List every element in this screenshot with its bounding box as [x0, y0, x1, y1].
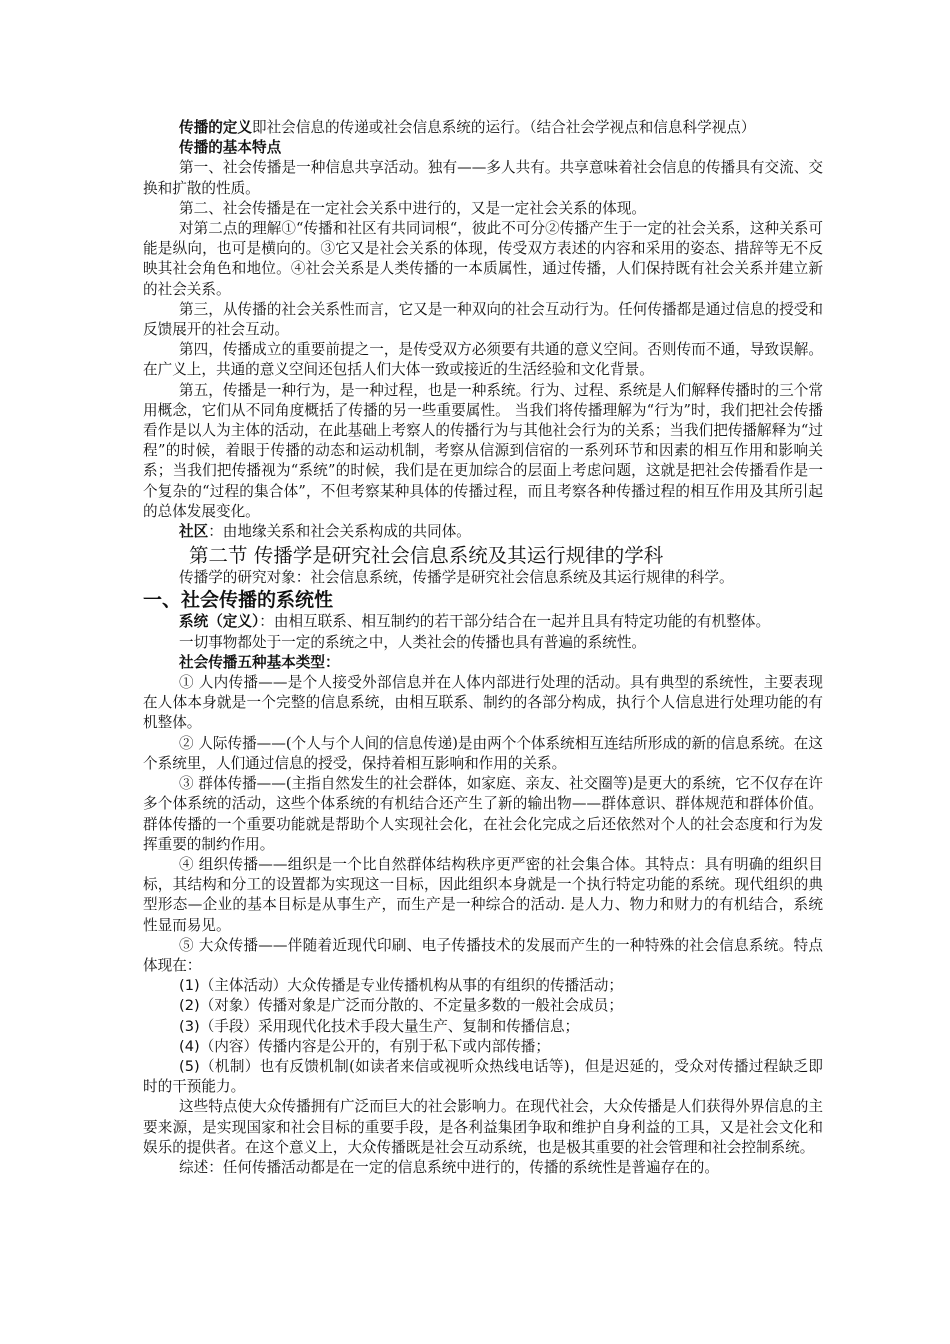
list-item: (3)（手段）采用现代化技术手段大量生产、复制和传播信息；	[179, 1017, 580, 1035]
paragraph-feature-5: 第五，传播是一种行为，是一种过程，也是一种系统。行为、过程、系统是人们解释传播时的三个常用概念，它们从不同角度概括了传播的另一些重要属性。 当我们将传播理解为“行为”时，我们把社会传播看作是以人为主体的活动，在此基础上考察人的传播行为与其他社会行为的关系；当我们把传播解释为“过程”的时候，着眼于传播的动态和运动机制，考察从信源到信宿的一系列环节和因素的相互作用和影响关系；当我们把传播视为“系统”的时候，我们是在更加综合的层面上考虑问题，这就是把社会传播看作是一个复杂的“过程的集合体”，不但考察某种具体的传播过程，而且考察各种传播过程的相互作用及其所引起的总体发展变化。	[143, 381, 823, 520]
paragraph-research-object: 传播学的研究对象：社会信息系统，传播学是研究社会信息系统及其运行规律的科学。	[179, 569, 734, 587]
subheading-five-types: 社会传播五种基本类型：	[179, 653, 340, 671]
section-title: 第二节 传播学是研究社会信息系统及其运行规律的学科	[189, 544, 664, 568]
list-item: (1)（主体活动）大众传播是专业传播机构从事的有组织的传播活动；	[179, 977, 623, 995]
document-body	[143, 118, 823, 1178]
paragraph-summary: 综述：任何传播活动都是在一定的信息系统中进行的，传播的系统性是普遍存在的。	[179, 1158, 719, 1176]
paragraph-mass: ⑤ 大众传播——伴随着近现代印刷、电子传播技术的发展而产生的一种特殊的社会信息系统。特点体现在：	[143, 936, 823, 974]
paragraph-community: 社区：由地缘关系和社会关系构成的共同体。	[179, 523, 471, 541]
list-item: (5)（机制）也有反馈机制(如读者来信或视听众热线电话等)，但是迟延的，受众对传播过程缺乏即时的干预能力。	[143, 1057, 823, 1096]
paragraph-intrapersonal: ① 人内传播——是个人接受外部信息并在人体内部进行处理的活动。具有典型的系统性，主要表现在人体本身就是一个完整的信息系统，由相互联系、制约的各部分构成，执行个人信息进行处理功能的有机整体。	[143, 674, 823, 732]
list-item: (2)（对象）传播对象是广泛而分散的、不定量多数的一般社会成员；	[179, 997, 623, 1015]
paragraph-feature-3: 第三，从传播的社会关系性而言，它又是一种双向的社会互动行为。任何传播都是通过信息的授受和反馈展开的社会互动。	[143, 300, 823, 339]
paragraph-influence: 这些特点使大众传播拥有广泛而巨大的社会影响力。在现代社会，大众传播是人们获得外界信息的主要来源，是实现国家和社会目标的重要手段，是各利益集团争取和维护自身利益的工具，又是社会文化和娱乐的提供者。在这个意义上，大众传播既是社会互动系统，也是极其重要的社会管理和社会控制系统。	[143, 1098, 823, 1156]
term-definition: 传播的定义	[179, 119, 252, 136]
paragraph-feature-4: 第四，传播成立的重要前提之一，是传受双方必须要有共通的意义空间。否则传而不通，导致误解。在广义上，共通的意义空间还包括人们大体一致或接近的生活经验和文化背景。	[143, 341, 823, 379]
paragraph-feature-2-explanation: 对第二点的理解①“传播和社区有共同词根“，彼此不可分②传播产生于一定的社会关系，这种关系可能是纵向，也可是横向的。③它又是社会关系的体现，传受双方表述的内容和采用的姿态、措辞等无不反映其社会角色和地位。④社会关系是人类传播的一本质属性，通过传播，人们保持既有社会关系并建立新的社会关系。	[143, 220, 823, 298]
paragraph-system-definition: 系统（定义）：由相互联系、相互制约的若干部分结合在一起并且具有特定功能的有机整体。	[179, 613, 771, 631]
term-community: 社区	[179, 523, 209, 541]
term-system: 系统（定义）	[179, 613, 260, 631]
paragraph-interpersonal: ② 人际传播——(个人与个人间的信息传递)是由两个个体系统相互连结所形成的新的信息系统。在这个系统里，人们通过信息的授受，保持着相互影响和作用的关系。	[143, 734, 823, 772]
paragraph-definition: 传播的定义即社会信息的传递或社会信息系统的运行。（结合社会学视点和信息科学视点）	[179, 119, 756, 136]
paragraph-feature-2: 第二、社会传播是在一定社会关系中进行的，又是一定社会关系的体现。	[179, 199, 647, 217]
list-item: (4)（内容）传播内容是公开的，有别于私下或内部传播；	[179, 1037, 550, 1055]
paragraph-organizational: ④ 组织传播——组织是一个比自然群体结构秩序更严密的社会集合体。其特点：具有明确的组织目标，其结构和分工的设置都为实现这一目标，因此组织本身就是一个执行特定功能的系统。现代组织的典型形态—企业的基本目标是从事生产，而生产是一种综合的活动. 是人力、物力和财力的有机结合，系统性显而易见。	[143, 855, 823, 934]
paragraph-universality: 一切事物都处于一定的系统之中，人类社会的传播也具有普遍的系统性。	[179, 633, 647, 651]
paragraph-feature-1: 第一、社会传播是一种信息共享活动。独有——多人共有。共享意味着社会信息的传播具有交流、交换和扩散的性质。	[143, 159, 823, 197]
paragraph-group: ③ 群体传播——(主指自然发生的社会群体，如家庭、亲友、社交圈等)是更大的系统，它不仅存在许多个体系统的活动，这些个体系统的有机结合还产生了新的输出物——群体意识、群体规范和群体价值。群体传播的一个重要功能就是帮助个人实现社会化，在社会化完成之后还依然对个人的社会态度和行为发挥重要的制约作用。	[143, 775, 823, 853]
subheading-features: 传播的基本特点	[179, 139, 282, 157]
heading-systematicity: 一、社会传播的系统性	[143, 589, 334, 612]
